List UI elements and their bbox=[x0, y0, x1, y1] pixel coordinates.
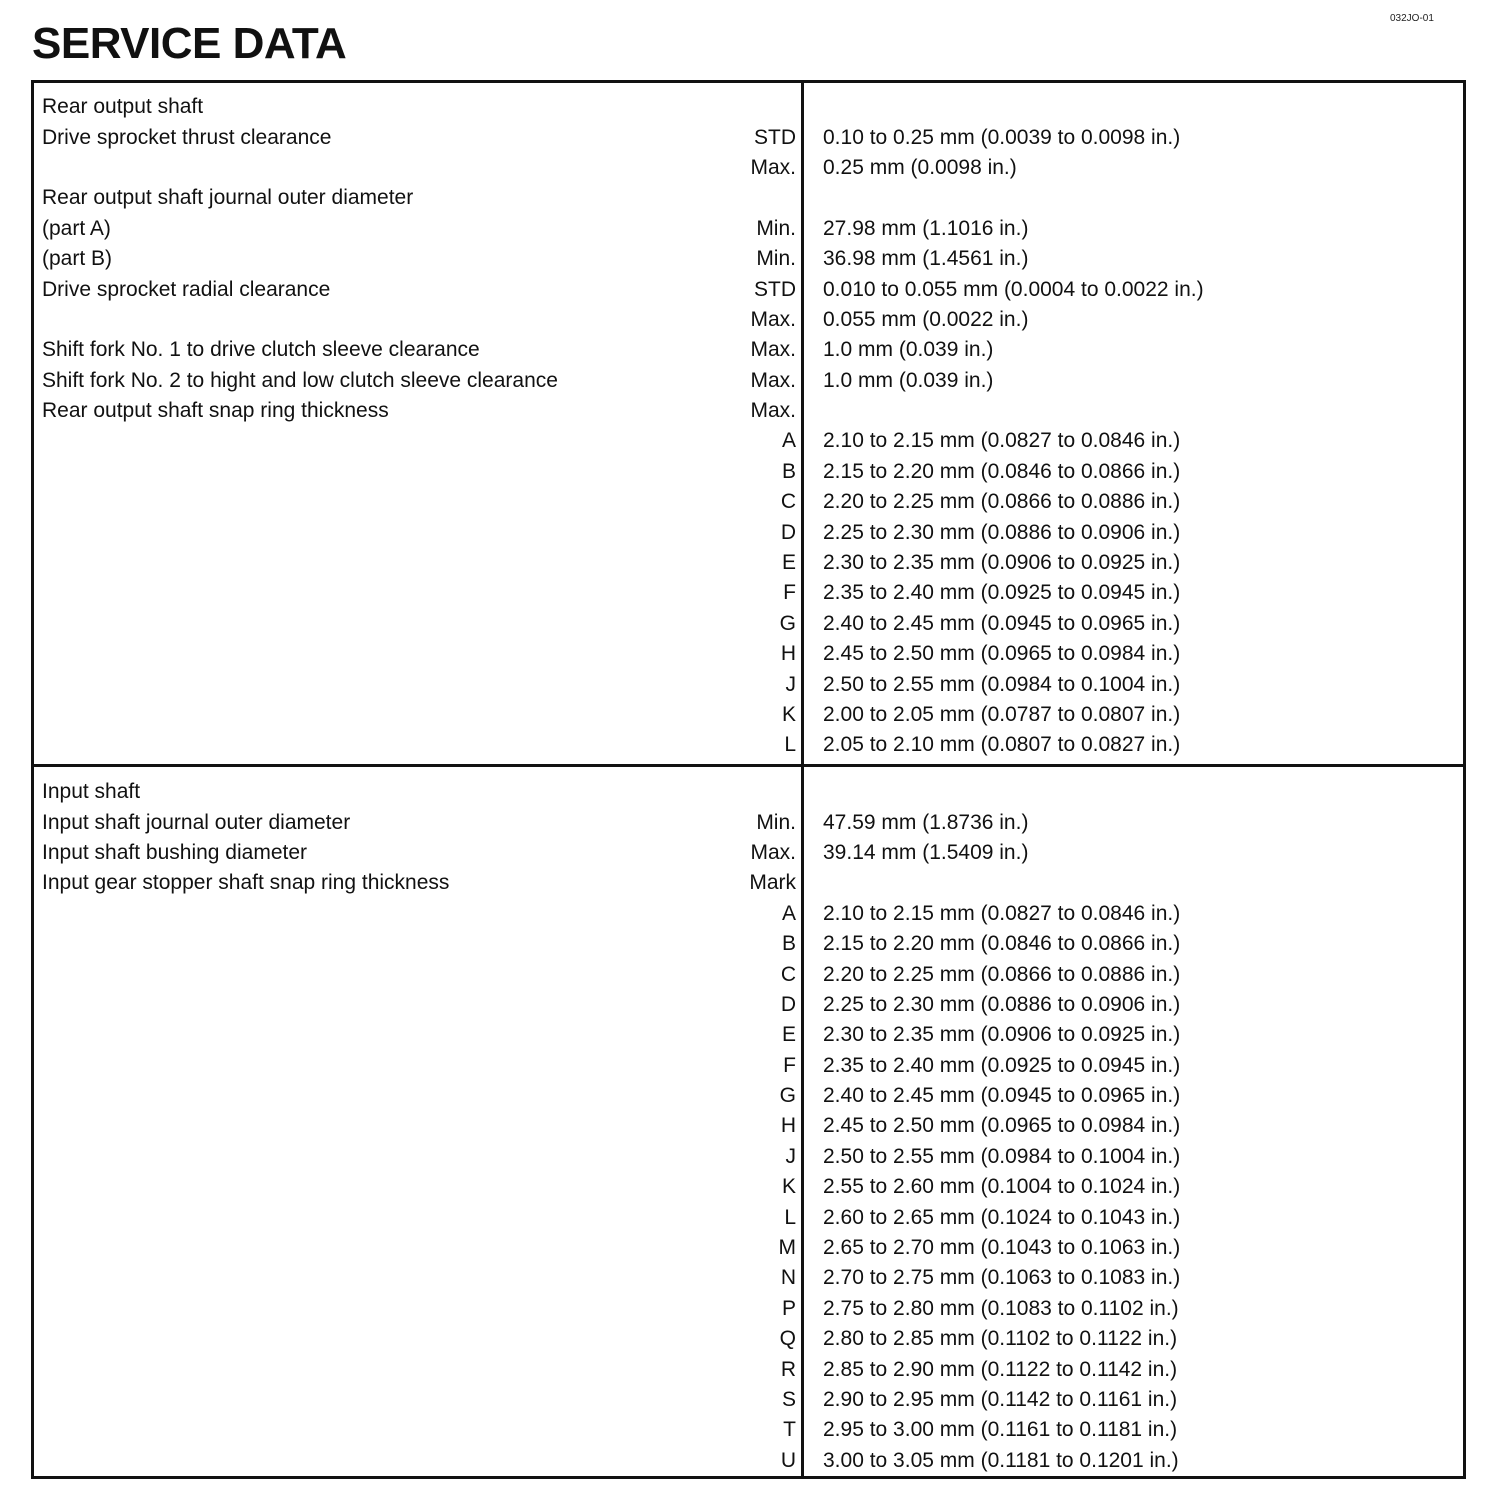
table-row bbox=[34, 1354, 1463, 1384]
spec-value: 2.40 to 2.45 mm (0.0945 to 0.0965 in.) bbox=[823, 1084, 1181, 1108]
spec-qualifier: K bbox=[781, 1175, 796, 1199]
spec-label: Rear output shaft journal outer diameter bbox=[42, 186, 414, 210]
spec-qualifier: F bbox=[783, 1053, 796, 1077]
table-row bbox=[34, 214, 1463, 244]
spec-label: (part A) bbox=[42, 216, 111, 240]
table-row bbox=[34, 183, 1463, 213]
spec-qualifier: R bbox=[780, 1357, 796, 1381]
table-row bbox=[34, 578, 1463, 608]
spec-qualifier: Min. bbox=[756, 216, 796, 240]
spec-value: 2.50 to 2.55 mm (0.0984 to 0.1004 in.) bbox=[823, 1144, 1181, 1168]
spec-qualifier: K bbox=[781, 703, 796, 726]
spec-qualifier: STD bbox=[754, 125, 796, 149]
table-row bbox=[34, 730, 1463, 760]
table-row bbox=[34, 959, 1463, 989]
spec-value: 2.55 to 2.60 mm (0.1004 to 0.1024 in.) bbox=[823, 1175, 1181, 1199]
spec-qualifier: Min. bbox=[756, 247, 796, 271]
spec-value: 0.25 mm (0.0098 in.) bbox=[823, 155, 1017, 179]
spec-qualifier: N bbox=[780, 1266, 796, 1290]
spec-qualifier: B bbox=[781, 459, 796, 483]
spec-value: 2.90 to 2.95 mm (0.1142 to 0.1161 in.) bbox=[823, 1388, 1178, 1411]
table-row bbox=[34, 669, 1463, 699]
spec-label: Input shaft bushing diameter bbox=[42, 840, 308, 864]
spec-label: Shift fork No. 2 to hight and low clutch sleeve clearance bbox=[42, 368, 558, 392]
spec-label: Drive sprocket thrust clearance bbox=[42, 125, 332, 149]
table-row bbox=[34, 838, 1463, 868]
spec-qualifier: D bbox=[780, 992, 796, 1016]
spec-qualifier: STD bbox=[754, 277, 796, 301]
table-row bbox=[34, 92, 1463, 122]
table-row bbox=[34, 153, 1463, 183]
spec-qualifier: G bbox=[779, 1084, 796, 1108]
table-row bbox=[34, 517, 1463, 547]
table-row bbox=[34, 807, 1463, 837]
spec-qualifier: Max. bbox=[750, 368, 796, 392]
spec-label: Shift fork No. 1 to drive clutch sleeve clearance bbox=[42, 338, 480, 362]
table-row bbox=[34, 609, 1463, 639]
spec-value: 1.0 mm (0.039 in.) bbox=[823, 368, 994, 392]
table-row bbox=[34, 700, 1463, 730]
table-row bbox=[34, 335, 1463, 365]
spec-value: 2.30 to 2.35 mm (0.0906 to 0.0925 in.) bbox=[823, 551, 1181, 575]
spec-value: 2.45 to 2.50 mm (0.0965 to 0.0984 in.) bbox=[823, 642, 1181, 666]
table-row bbox=[34, 426, 1463, 456]
spec-value: 2.20 to 2.25 mm (0.0866 to 0.0886 in.) bbox=[823, 490, 1181, 514]
table-row bbox=[34, 274, 1463, 304]
table-row bbox=[34, 990, 1463, 1020]
spec-value: 0.055 mm (0.0022 in.) bbox=[823, 307, 1029, 331]
spec-qualifier: A bbox=[781, 901, 796, 925]
spec-qualifier: F bbox=[783, 581, 796, 605]
table-row bbox=[34, 1263, 1463, 1293]
spec-qualifier: L bbox=[784, 733, 796, 757]
spec-qualifier: C bbox=[780, 490, 796, 514]
spec-qualifier: H bbox=[780, 1114, 796, 1138]
spec-value: 2.75 to 2.80 mm (0.1083 to 0.1102 in.) bbox=[823, 1296, 1179, 1320]
spec-value: 27.98 mm (1.1016 in.) bbox=[823, 216, 1029, 240]
spec-value: 39.14 mm (1.5409 in.) bbox=[823, 840, 1029, 864]
spec-qualifier: B bbox=[781, 932, 796, 956]
spec-value: 2.00 to 2.05 mm (0.0787 to 0.0807 in.) bbox=[823, 703, 1181, 726]
spec-value: 2.20 to 2.25 mm (0.0866 to 0.0886 in.) bbox=[823, 962, 1181, 986]
spec-qualifier: Max. bbox=[750, 155, 796, 179]
spec-qualifier: E bbox=[781, 551, 796, 575]
table-row bbox=[34, 1415, 1463, 1445]
spec-value: 2.70 to 2.75 mm (0.1063 to 0.1083 in.) bbox=[823, 1266, 1181, 1290]
spec-qualifier: L bbox=[784, 1205, 796, 1229]
table-row bbox=[34, 777, 1463, 807]
spec-qualifier: A bbox=[781, 429, 796, 453]
spec-qualifier: J bbox=[785, 1144, 796, 1168]
table-row bbox=[34, 1111, 1463, 1141]
spec-qualifier: H bbox=[780, 642, 796, 666]
table-row bbox=[34, 305, 1463, 335]
table-row bbox=[34, 366, 1463, 396]
spec-value: 2.10 to 2.15 mm (0.0827 to 0.0846 in.) bbox=[823, 901, 1181, 925]
spec-value: 2.80 to 2.85 mm (0.1102 to 0.1122 in.) bbox=[823, 1327, 1178, 1351]
spec-qualifier: M bbox=[778, 1236, 796, 1260]
spec-value: 2.95 to 3.00 mm (0.1161 to 0.1181 in.) bbox=[823, 1418, 1178, 1442]
spec-qualifier: J bbox=[785, 672, 796, 696]
spec-qualifier: U bbox=[780, 1448, 796, 1472]
spec-value: 2.15 to 2.20 mm (0.0846 to 0.0866 in.) bbox=[823, 932, 1181, 956]
spec-value: 2.25 to 2.30 mm (0.0886 to 0.0906 in.) bbox=[823, 992, 1181, 1016]
spec-value: 0.010 to 0.055 mm (0.0004 to 0.0022 in.) bbox=[823, 277, 1204, 301]
table-row bbox=[34, 244, 1463, 274]
spec-value: 1.0 mm (0.039 in.) bbox=[823, 338, 994, 362]
table-row bbox=[34, 1020, 1463, 1050]
spec-qualifier: S bbox=[781, 1388, 796, 1411]
table-row bbox=[34, 639, 1463, 669]
spec-value: 2.50 to 2.55 mm (0.0984 to 0.1004 in.) bbox=[823, 672, 1181, 696]
spec-qualifier: Min. bbox=[756, 810, 796, 834]
spec-value: 2.30 to 2.35 mm (0.0906 to 0.0925 in.) bbox=[823, 1023, 1181, 1047]
spec-qualifier: C bbox=[780, 962, 796, 986]
spec-value: 2.10 to 2.15 mm (0.0827 to 0.0846 in.) bbox=[823, 429, 1181, 453]
spec-value: 2.35 to 2.40 mm (0.0925 to 0.0945 in.) bbox=[823, 1053, 1181, 1077]
table-row bbox=[34, 457, 1463, 487]
table-row bbox=[34, 1324, 1463, 1354]
spec-label: Input shaft bbox=[42, 780, 141, 804]
service-data-table bbox=[31, 80, 1466, 1479]
spec-label: Input shaft journal outer diameter bbox=[42, 810, 351, 834]
table-row bbox=[34, 1385, 1463, 1415]
spec-label: Input gear stopper shaft snap ring thickness bbox=[42, 871, 450, 895]
table-row bbox=[34, 396, 1463, 426]
spec-qualifier: Max. bbox=[750, 399, 796, 423]
spec-qualifier: G bbox=[779, 611, 796, 635]
spec-value: 2.15 to 2.20 mm (0.0846 to 0.0866 in.) bbox=[823, 459, 1181, 483]
spec-qualifier: D bbox=[780, 520, 796, 544]
table-row bbox=[34, 1142, 1463, 1172]
table-row bbox=[34, 899, 1463, 929]
table-row bbox=[34, 1233, 1463, 1263]
spec-label: Rear output shaft bbox=[42, 95, 204, 119]
table-row bbox=[34, 868, 1463, 898]
spec-qualifier: Q bbox=[779, 1327, 796, 1351]
spec-label: (part B) bbox=[42, 247, 113, 271]
spec-label: Drive sprocket radial clearance bbox=[42, 277, 331, 301]
spec-value: 47.59 mm (1.8736 in.) bbox=[823, 810, 1029, 834]
spec-value: 2.60 to 2.65 mm (0.1024 to 0.1043 in.) bbox=[823, 1205, 1181, 1229]
table-row bbox=[34, 929, 1463, 959]
document-code: 032JO-01 bbox=[1390, 13, 1434, 24]
section-divider bbox=[34, 764, 1463, 767]
spec-label: Rear output shaft snap ring thickness bbox=[42, 399, 389, 423]
spec-qualifier: T bbox=[783, 1418, 796, 1442]
table-row bbox=[34, 1294, 1463, 1324]
spec-qualifier: P bbox=[781, 1296, 796, 1320]
page-title: SERVICE DATA bbox=[32, 19, 347, 68]
spec-value: 2.45 to 2.50 mm (0.0965 to 0.0984 in.) bbox=[823, 1114, 1181, 1138]
table-row bbox=[34, 122, 1463, 152]
section-input-shaft bbox=[34, 777, 1463, 1476]
spec-value: 3.00 to 3.05 mm (0.1181 to 0.1201 in.) bbox=[823, 1448, 1179, 1472]
table-row bbox=[34, 1446, 1463, 1476]
spec-qualifier: Max. bbox=[750, 307, 796, 331]
spec-qualifier: Mark bbox=[749, 871, 796, 895]
table-row bbox=[34, 1202, 1463, 1232]
spec-value: 2.25 to 2.30 mm (0.0886 to 0.0906 in.) bbox=[823, 520, 1181, 544]
spec-value: 2.40 to 2.45 mm (0.0945 to 0.0965 in.) bbox=[823, 611, 1181, 635]
spec-value: 2.85 to 2.90 mm (0.1122 to 0.1142 in.) bbox=[823, 1357, 1178, 1381]
spec-value: 2.05 to 2.10 mm (0.0807 to 0.0827 in.) bbox=[823, 733, 1181, 757]
table-row bbox=[34, 548, 1463, 578]
spec-qualifier: Max. bbox=[750, 840, 796, 864]
section-rear-output-shaft bbox=[34, 92, 1463, 761]
spec-value: 36.98 mm (1.4561 in.) bbox=[823, 247, 1029, 271]
table-row bbox=[34, 1081, 1463, 1111]
table-row bbox=[34, 1051, 1463, 1081]
spec-qualifier: E bbox=[781, 1023, 796, 1047]
spec-value: 2.65 to 2.70 mm (0.1043 to 0.1063 in.) bbox=[823, 1236, 1181, 1260]
spec-qualifier: Max. bbox=[750, 338, 796, 362]
spec-value: 2.35 to 2.40 mm (0.0925 to 0.0945 in.) bbox=[823, 581, 1181, 605]
spec-value: 0.10 to 0.25 mm (0.0039 to 0.0098 in.) bbox=[823, 125, 1181, 149]
table-row bbox=[34, 1172, 1463, 1202]
table-row bbox=[34, 487, 1463, 517]
